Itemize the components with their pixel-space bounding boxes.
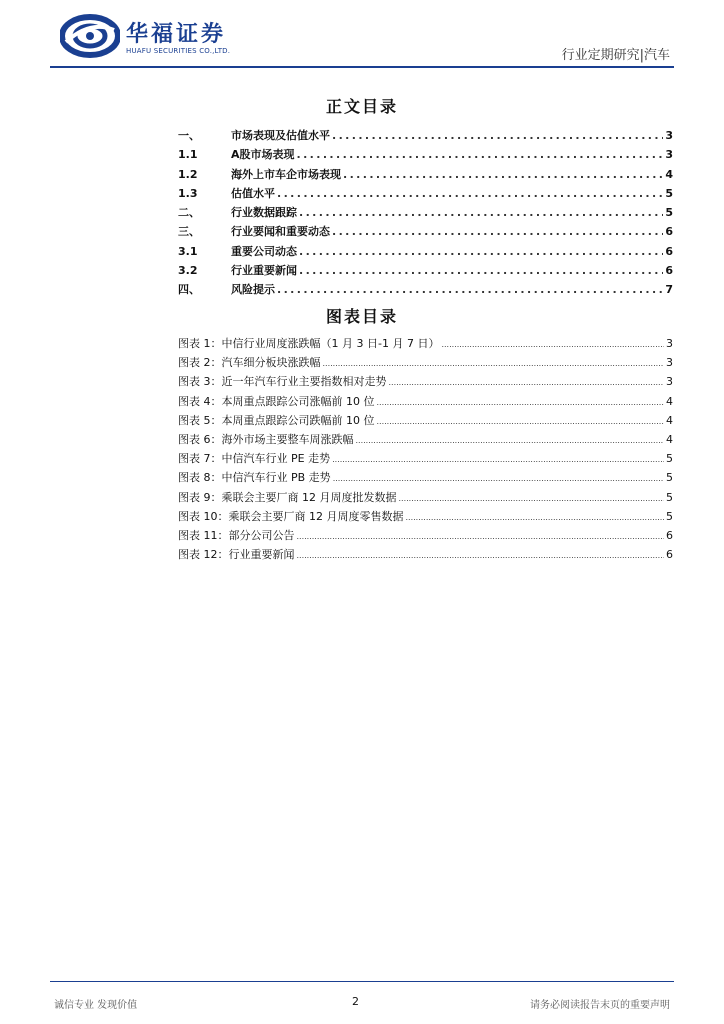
toc-entry[interactable] bbox=[178, 166, 673, 185]
fig-entry-page: 5 bbox=[666, 452, 673, 466]
toc-entry[interactable] bbox=[178, 146, 673, 165]
fig-entry-page: 5 bbox=[666, 471, 673, 485]
fig-entry-page: 3 bbox=[666, 337, 673, 350]
toc-entry-title: 行业数据跟踪 bbox=[231, 206, 297, 220]
fig-entry-leader bbox=[356, 433, 665, 446]
fig-entry-page: 5 bbox=[666, 509, 673, 523]
toc-list bbox=[178, 127, 673, 301]
toc-entry-leader bbox=[297, 148, 664, 161]
toc-entry-page: 7 bbox=[665, 283, 673, 297]
fig-entry-leader bbox=[406, 510, 665, 523]
page-header bbox=[0, 0, 724, 70]
fig-entry-leader bbox=[399, 491, 665, 504]
toc-entry-number: 3.1 bbox=[178, 244, 198, 258]
fig-entry-leader bbox=[389, 375, 665, 388]
toc-entry[interactable] bbox=[178, 243, 673, 262]
fig-entry-title: 部分公司公告 bbox=[228, 528, 295, 542]
toc-entry-page: 6 bbox=[665, 225, 673, 239]
report-category: 行业定期研究|汽车 bbox=[561, 48, 670, 63]
toc-entry-leader bbox=[277, 283, 663, 296]
fig-entry-page: 3 bbox=[666, 356, 673, 370]
toc-title: 正文目录 bbox=[325, 97, 398, 116]
company-logo bbox=[60, 14, 260, 62]
fig-entry-number: 图表 6： bbox=[178, 432, 222, 446]
fig-entry-number: 图表 3： bbox=[178, 375, 222, 389]
toc-entry-number: 二、 bbox=[178, 206, 200, 220]
footer-disclaimer: 请务必阅读报告末页的重要声明 bbox=[530, 1000, 670, 1011]
fig-entry-page: 4 bbox=[666, 413, 673, 427]
toc-entry-page: 3 bbox=[665, 129, 673, 142]
fig-entry-page: 4 bbox=[666, 394, 673, 408]
fig-entry[interactable] bbox=[178, 354, 673, 373]
fig-entry-title: 乘联会主要厂商 12 月周度批发数据 bbox=[221, 490, 397, 504]
fig-entry-title: 海外市场主要整车周涨跌幅 bbox=[221, 432, 354, 446]
toc-entry-page: 4 bbox=[665, 167, 673, 181]
toc-entry[interactable] bbox=[178, 262, 673, 281]
fig-entry-number: 图表 8： bbox=[178, 471, 222, 485]
toc-entry[interactable] bbox=[178, 281, 673, 300]
fig-entry-leader bbox=[333, 471, 664, 484]
fig-entry[interactable] bbox=[178, 335, 673, 354]
fig-entry-number: 图表 9： bbox=[178, 490, 222, 504]
toc-entry-leader bbox=[332, 129, 663, 142]
fig-entry-title: 中信行业周度涨跌幅（1 月 3 日-1 月 7 日） bbox=[221, 337, 440, 350]
fig-entry-title: 行业重要新闻 bbox=[228, 548, 295, 562]
fig-entry[interactable] bbox=[178, 527, 673, 546]
fig-entry[interactable] bbox=[178, 450, 673, 469]
toc-entry-title: A股市场表现 bbox=[231, 148, 295, 162]
fig-entry-title: 本周重点跟踪公司跌幅前 10 位 bbox=[221, 413, 375, 427]
toc-entry-number: 1.2 bbox=[178, 167, 198, 181]
toc-entry-number: 四、 bbox=[178, 283, 200, 297]
fig-entry[interactable] bbox=[178, 489, 673, 508]
toc-entry-page: 3 bbox=[665, 148, 673, 162]
page-number: 2 bbox=[352, 995, 359, 1008]
fig-entry-page: 6 bbox=[666, 548, 673, 562]
fig-entry-leader bbox=[297, 529, 665, 542]
fig-entry-number: 图表 5： bbox=[178, 413, 222, 427]
figure-list-title: 图表目录 bbox=[325, 307, 398, 326]
fig-entry[interactable] bbox=[178, 469, 673, 488]
toc-entry-title: 行业要闻和重要动态 bbox=[231, 225, 330, 239]
fig-entry-number: 图表 11： bbox=[178, 528, 229, 542]
toc-entry-number: 1.1 bbox=[178, 148, 198, 162]
fig-entry-page: 3 bbox=[666, 375, 673, 389]
toc-entry-number: 3.2 bbox=[178, 264, 198, 278]
fig-entry[interactable] bbox=[178, 373, 673, 392]
toc-entry[interactable] bbox=[178, 204, 673, 223]
toc-entry-number: 1.3 bbox=[178, 186, 198, 200]
fig-entry-title: 汽车细分板块涨跌幅 bbox=[221, 356, 321, 370]
fig-entry-number: 图表 10： bbox=[178, 509, 229, 523]
toc-entry-page: 5 bbox=[665, 206, 673, 220]
toc-entry-title: 海外上市车企市场表现 bbox=[231, 167, 341, 181]
fig-entry-leader bbox=[297, 548, 665, 561]
fig-entry-number: 图表 12： bbox=[178, 548, 229, 562]
fig-entry-leader bbox=[323, 356, 665, 369]
fig-entry-title: 乘联会主要厂商 12 月周度零售数据 bbox=[228, 509, 404, 523]
toc-entry[interactable] bbox=[178, 223, 673, 242]
fig-entry[interactable] bbox=[178, 431, 673, 450]
toc-entry-leader bbox=[299, 264, 663, 277]
figure-list bbox=[178, 335, 673, 565]
fig-entry[interactable] bbox=[178, 546, 673, 565]
toc-entry-title: 重要公司动态 bbox=[231, 244, 297, 258]
fig-entry-leader bbox=[377, 414, 665, 427]
fig-entry-number: 图表 1： bbox=[178, 337, 222, 350]
toc-entry-title: 风险提示 bbox=[231, 283, 275, 297]
fig-entry-title: 中信汽车行业 PE 走势 bbox=[221, 452, 331, 466]
toc-entry-title: 行业重要新闻 bbox=[231, 264, 297, 278]
toc-entry-number: 三、 bbox=[178, 225, 200, 239]
company-name-en: HUAFU SECURITIES CO.,LTD. bbox=[126, 47, 231, 55]
fig-entry-title: 中信汽车行业 PB 走势 bbox=[221, 471, 331, 485]
fig-entry[interactable] bbox=[178, 508, 673, 527]
toc-entry-page: 6 bbox=[665, 264, 673, 278]
toc-entry-leader bbox=[299, 206, 663, 219]
toc-entry-leader bbox=[277, 187, 663, 200]
toc-entry-leader bbox=[332, 225, 663, 238]
toc-entry-leader bbox=[299, 245, 663, 258]
toc-entry-number: 一、 bbox=[178, 129, 200, 142]
toc-entry-title: 市场表现及估值水平 bbox=[231, 129, 330, 142]
toc-entry-leader bbox=[343, 168, 663, 181]
fig-entry-page: 4 bbox=[666, 432, 673, 446]
fig-entry-title: 近一年汽车行业主要指数相对走势 bbox=[221, 375, 387, 389]
fig-entry[interactable] bbox=[178, 412, 673, 431]
toc-entry[interactable] bbox=[178, 185, 673, 204]
fig-entry-page: 5 bbox=[666, 490, 673, 504]
fig-entry-number: 图表 2： bbox=[178, 356, 222, 370]
fig-entry-page: 6 bbox=[666, 528, 673, 542]
header-divider bbox=[50, 66, 674, 68]
fig-entry-leader bbox=[377, 395, 665, 408]
toc-entry-title: 估值水平 bbox=[231, 186, 275, 200]
company-name-cn: 华福证券 bbox=[126, 22, 227, 47]
toc-entry[interactable] bbox=[178, 127, 673, 146]
toc-entry-page: 5 bbox=[665, 186, 673, 200]
fig-entry-number: 图表 7： bbox=[178, 452, 222, 466]
fig-entry-number: 图表 4： bbox=[178, 394, 222, 408]
huafu-logo-icon bbox=[60, 14, 120, 58]
footer-slogan: 诚信专业 发现价值 bbox=[54, 1000, 138, 1011]
fig-entry-leader bbox=[441, 337, 664, 350]
fig-entry-title: 本周重点跟踪公司涨幅前 10 位 bbox=[221, 394, 375, 408]
fig-entry[interactable] bbox=[178, 393, 673, 412]
footer-divider bbox=[50, 981, 674, 982]
fig-entry-leader bbox=[332, 452, 664, 465]
toc-entry-page: 6 bbox=[665, 244, 673, 258]
